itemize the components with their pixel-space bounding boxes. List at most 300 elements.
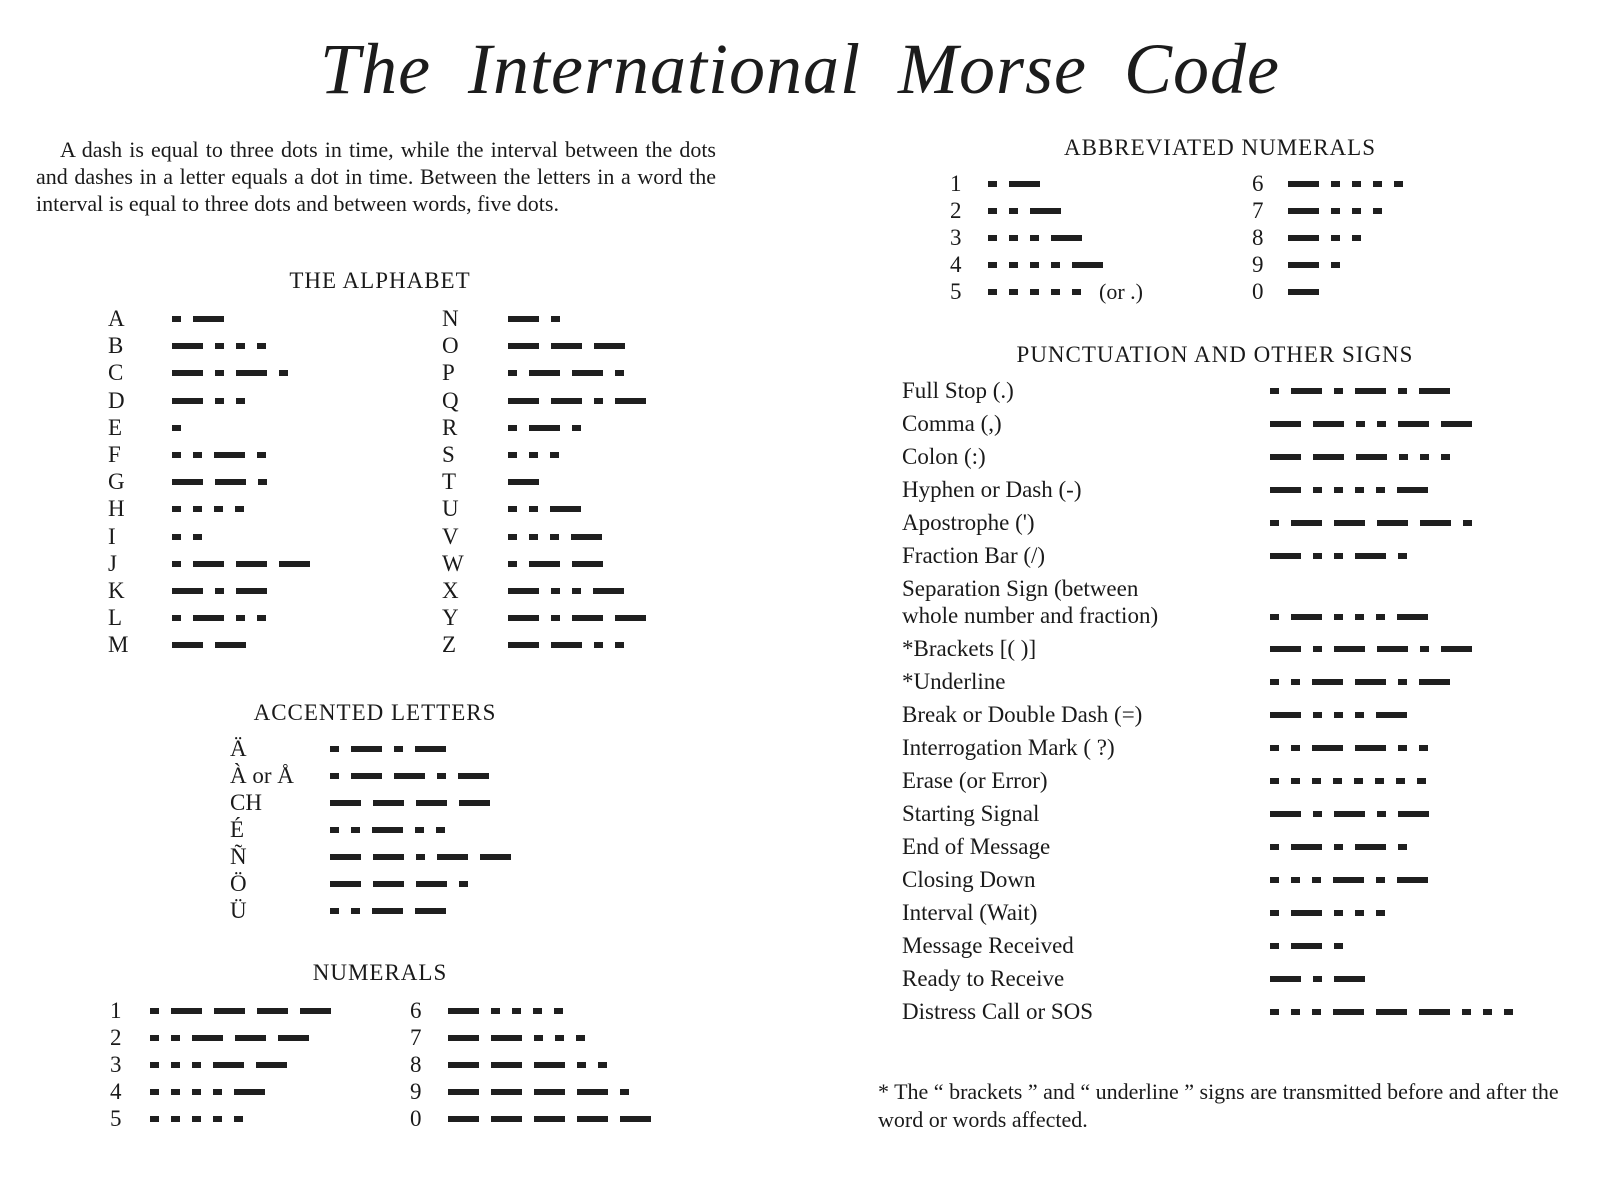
punctuation-code bbox=[1270, 778, 1426, 785]
morse-dash bbox=[1030, 208, 1061, 214]
morse-dash bbox=[572, 370, 603, 376]
punctuation-code bbox=[1270, 844, 1407, 851]
punctuation-code bbox=[1270, 388, 1450, 395]
morse-dot bbox=[193, 534, 202, 540]
morse-dash bbox=[593, 588, 624, 594]
morse-dash bbox=[214, 452, 245, 458]
morse-dot bbox=[508, 561, 517, 567]
morse-dot bbox=[1313, 553, 1322, 559]
morse-dash bbox=[1291, 910, 1322, 916]
morse-dash bbox=[256, 1062, 287, 1068]
morse-dot bbox=[1377, 811, 1386, 817]
accented-row-label: Ä bbox=[230, 736, 247, 761]
morse-dash bbox=[508, 642, 539, 648]
morse-dash bbox=[1291, 614, 1322, 620]
abbreviated-row-code bbox=[1288, 208, 1382, 215]
morse-dot bbox=[1376, 910, 1385, 916]
morse-dash bbox=[1270, 454, 1301, 460]
morse-dash bbox=[330, 800, 361, 806]
morse-dash bbox=[448, 1008, 479, 1014]
punctuation-code bbox=[1270, 943, 1343, 950]
accented-row-code bbox=[330, 746, 446, 753]
punctuation-label-continued: whole number and fraction) bbox=[902, 603, 1159, 628]
morse-dot bbox=[1398, 388, 1407, 394]
morse-dot bbox=[1334, 553, 1343, 559]
morse-dash bbox=[300, 1008, 331, 1014]
punctuation-label: End of Message bbox=[902, 834, 1051, 859]
alphabet-row-code bbox=[172, 316, 224, 323]
morse-dot bbox=[150, 1116, 159, 1122]
footnote: * The “ brackets ” and “ underline ” signs are transmitted before and after the word or words affected. bbox=[878, 1079, 1559, 1132]
morse-dot bbox=[620, 1089, 629, 1095]
alphabet-row-label: P bbox=[442, 360, 455, 386]
morse-dot bbox=[437, 773, 446, 779]
morse-dash bbox=[257, 1008, 288, 1014]
punctuation-code bbox=[1270, 712, 1407, 719]
morse-dot bbox=[1355, 614, 1364, 620]
morse-dot bbox=[351, 908, 360, 914]
morse-dot bbox=[1009, 208, 1018, 214]
morse-dot bbox=[1270, 679, 1279, 685]
morse-dot bbox=[150, 1062, 159, 1068]
morse-dot bbox=[1334, 487, 1343, 493]
morse-dot bbox=[572, 425, 581, 431]
morse-dash bbox=[372, 908, 403, 914]
morse-dash bbox=[172, 588, 203, 594]
morse-dot bbox=[236, 343, 245, 349]
morse-dot bbox=[1291, 679, 1300, 685]
numeral-row-label: 5 bbox=[110, 1106, 122, 1131]
morse-dot bbox=[1030, 262, 1039, 268]
morse-dot bbox=[459, 881, 468, 887]
morse-dash bbox=[373, 854, 404, 860]
accented-heading: ACCENTED LETTERS bbox=[253, 700, 497, 725]
morse-dash bbox=[1270, 646, 1301, 652]
morse-dash bbox=[529, 370, 560, 376]
morse-dot bbox=[1334, 910, 1343, 916]
punctuation-code bbox=[1270, 976, 1365, 983]
morse-dash bbox=[1051, 235, 1082, 241]
accented-row-label: CH bbox=[230, 790, 262, 815]
morse-dot bbox=[1355, 712, 1364, 718]
punctuation-label: Interrogation Mark ( ?) bbox=[902, 735, 1115, 760]
alphabet-row-code bbox=[508, 343, 625, 350]
morse-dash bbox=[394, 773, 425, 779]
page-title: The International Morse Code bbox=[320, 29, 1280, 109]
alphabet-row-code bbox=[172, 588, 267, 595]
morse-dash bbox=[1355, 388, 1386, 394]
alphabet-row-code bbox=[172, 343, 266, 350]
punctuation-label: Comma (,) bbox=[902, 411, 1002, 436]
alphabet-heading: THE ALPHABET bbox=[289, 268, 471, 293]
morse-dot bbox=[351, 827, 360, 833]
accented-row-label: Ö bbox=[230, 871, 247, 896]
morse-dash bbox=[215, 479, 246, 485]
alphabet-row-label: R bbox=[442, 414, 458, 440]
morse-dot bbox=[171, 1035, 180, 1041]
morse-dot bbox=[512, 1008, 521, 1014]
morse-dash bbox=[172, 343, 203, 349]
morse-dash bbox=[372, 827, 403, 833]
punctuation-code bbox=[1270, 454, 1450, 461]
morse-dot bbox=[1376, 877, 1385, 883]
punctuation-label: Colon (:) bbox=[902, 444, 986, 469]
morse-dot bbox=[1312, 778, 1321, 784]
alphabet-row-label: X bbox=[442, 578, 459, 603]
morse-dash bbox=[172, 398, 203, 404]
morse-dash bbox=[1313, 421, 1344, 427]
punctuation-code bbox=[1270, 811, 1429, 818]
alphabet-row-label: V bbox=[442, 523, 459, 549]
morse-dash bbox=[1376, 1009, 1407, 1015]
morse-dot bbox=[171, 1089, 180, 1095]
morse-dot bbox=[279, 370, 288, 376]
morse-dot bbox=[1270, 1009, 1279, 1015]
morse-dash bbox=[491, 1089, 522, 1095]
abbreviated-row-label: 3 bbox=[950, 225, 962, 250]
morse-dash bbox=[236, 561, 267, 567]
morse-dot bbox=[1419, 745, 1428, 751]
morse-dash bbox=[615, 615, 646, 621]
morse-dash bbox=[330, 881, 361, 887]
morse-dash bbox=[534, 1062, 565, 1068]
morse-dot bbox=[988, 181, 997, 187]
morse-dot bbox=[1331, 235, 1340, 241]
morse-dash bbox=[1356, 454, 1387, 460]
punctuation-label: Distress Call or SOS bbox=[902, 999, 1094, 1024]
morse-dot bbox=[1355, 910, 1364, 916]
morse-dot bbox=[257, 452, 266, 458]
numeral-row-code bbox=[448, 1062, 607, 1069]
alphabet-row-label: O bbox=[442, 333, 459, 359]
morse-dash bbox=[571, 534, 602, 540]
morse-dash bbox=[373, 800, 404, 806]
morse-dot bbox=[1373, 181, 1382, 187]
morse-dash bbox=[1312, 745, 1343, 751]
morse-dot bbox=[555, 1035, 564, 1041]
morse-dot bbox=[1291, 1009, 1300, 1015]
morse-dash bbox=[448, 1062, 479, 1068]
morse-dot bbox=[529, 506, 538, 512]
morse-dash bbox=[278, 1035, 309, 1041]
morse-dash bbox=[236, 370, 267, 376]
morse-dot bbox=[1270, 745, 1279, 751]
morse-dash bbox=[529, 425, 560, 431]
morse-dash bbox=[1288, 262, 1319, 268]
morse-dash bbox=[594, 343, 625, 349]
morse-dot bbox=[1051, 289, 1060, 295]
morse-dash bbox=[615, 398, 646, 404]
alphabet-row-label: U bbox=[442, 496, 459, 522]
morse-dot bbox=[598, 1062, 607, 1068]
accented-row-label: Ñ bbox=[230, 844, 247, 869]
morse-dot bbox=[551, 588, 560, 594]
numeral-row-label: 9 bbox=[410, 1079, 422, 1104]
morse-dash bbox=[1270, 712, 1301, 718]
alphabet-row-label: B bbox=[108, 333, 124, 359]
morse-dash bbox=[416, 800, 447, 806]
morse-dot bbox=[1331, 181, 1340, 187]
morse-dot bbox=[215, 588, 224, 594]
morse-dash bbox=[193, 316, 224, 322]
morse-dash bbox=[1419, 1009, 1450, 1015]
morse-dot bbox=[1375, 778, 1384, 784]
alphabet-row-label: Y bbox=[442, 605, 459, 631]
morse-dot bbox=[1312, 877, 1321, 883]
morse-dot bbox=[1334, 614, 1343, 620]
morse-dash bbox=[1291, 388, 1322, 394]
morse-dot bbox=[577, 1062, 586, 1068]
morse-dot bbox=[235, 506, 244, 512]
morse-dot bbox=[1009, 289, 1018, 295]
numeral-row-code bbox=[448, 1008, 563, 1015]
punctuation-label: Break or Double Dash (=) bbox=[902, 702, 1143, 727]
morse-dot bbox=[1009, 262, 1018, 268]
morse-dash bbox=[215, 642, 246, 648]
morse-dot bbox=[436, 827, 445, 833]
morse-dash bbox=[480, 854, 511, 860]
morse-dash bbox=[551, 343, 582, 349]
abbreviated-row-label: 0 bbox=[1252, 279, 1264, 304]
punctuation-code bbox=[1270, 1009, 1513, 1016]
morse-dot bbox=[171, 1116, 180, 1122]
morse-dot bbox=[1313, 487, 1322, 493]
abbreviated-row-label: 6 bbox=[1252, 171, 1264, 196]
numeral-row-label: 3 bbox=[110, 1052, 122, 1077]
morse-dot bbox=[1441, 454, 1450, 460]
morse-dot bbox=[1291, 877, 1300, 883]
numeral-row-code bbox=[448, 1089, 629, 1096]
numeral-row-code bbox=[448, 1116, 651, 1123]
numeral-row-code bbox=[150, 1062, 287, 1069]
numeral-row-code bbox=[150, 1089, 265, 1096]
punctuation-label: Hyphen or Dash (-) bbox=[902, 477, 1082, 502]
morse-dash bbox=[1270, 811, 1301, 817]
morse-dot bbox=[529, 452, 538, 458]
morse-dash bbox=[1441, 421, 1472, 427]
morse-dot bbox=[1331, 262, 1340, 268]
abbreviated-row-label: 4 bbox=[950, 252, 962, 277]
morse-dash bbox=[448, 1116, 479, 1122]
morse-dot bbox=[1356, 421, 1365, 427]
morse-dash bbox=[1312, 679, 1343, 685]
morse-dash bbox=[1397, 614, 1428, 620]
numeral-row-label: 6 bbox=[410, 998, 422, 1023]
morse-dot bbox=[508, 425, 517, 431]
morse-dash bbox=[172, 370, 203, 376]
morse-dash bbox=[279, 561, 310, 567]
alphabet-row-label: M bbox=[108, 632, 129, 658]
abbreviated-row-code bbox=[988, 181, 1040, 188]
morse-dot bbox=[1398, 745, 1407, 751]
punctuation-code bbox=[1270, 745, 1428, 752]
alphabet-row-label: K bbox=[108, 578, 125, 603]
abbreviated-row-code bbox=[1288, 262, 1340, 269]
morse-dash bbox=[1334, 976, 1365, 982]
morse-dot bbox=[1072, 289, 1081, 295]
morse-dot bbox=[415, 827, 424, 833]
morse-dash bbox=[1376, 712, 1407, 718]
abbreviated-row-code bbox=[1288, 235, 1361, 242]
morse-dash bbox=[351, 746, 382, 752]
punctuation-code bbox=[1270, 877, 1428, 884]
alphabet-row-code bbox=[172, 479, 267, 486]
morse-dot bbox=[534, 1035, 543, 1041]
morse-dot bbox=[172, 506, 181, 512]
alphabet-row-code bbox=[172, 452, 266, 459]
punctuation-code bbox=[1270, 487, 1428, 494]
morse-dash bbox=[1009, 181, 1040, 187]
alphabet-row-label: F bbox=[108, 442, 121, 467]
morse-dash bbox=[1334, 520, 1365, 526]
punctuation-label: Starting Signal bbox=[902, 801, 1040, 826]
morse-dash bbox=[508, 479, 539, 485]
morse-dot bbox=[1009, 235, 1018, 241]
punctuation-code bbox=[1270, 910, 1385, 917]
morse-dot bbox=[1270, 614, 1279, 620]
morse-dash bbox=[1419, 679, 1450, 685]
alphabet-row-code bbox=[172, 398, 245, 405]
punctuation-label: *Underline bbox=[902, 669, 1006, 694]
abbreviated-row-suffix: (or .) bbox=[1099, 279, 1143, 304]
morse-dot bbox=[192, 1116, 201, 1122]
morse-dot bbox=[258, 479, 267, 485]
morse-dot bbox=[1420, 646, 1429, 652]
morse-dot bbox=[594, 642, 603, 648]
morse-dot bbox=[215, 370, 224, 376]
morse-dot bbox=[988, 262, 997, 268]
morse-dash bbox=[1334, 811, 1365, 817]
alphabet-row-code bbox=[508, 506, 581, 513]
morse-dot bbox=[1398, 844, 1407, 850]
morse-dot bbox=[1504, 1009, 1513, 1015]
morse-dot bbox=[1394, 181, 1403, 187]
punctuation-label: Ready to Receive bbox=[902, 966, 1065, 991]
alphabet-row-label: T bbox=[442, 469, 457, 495]
morse-dash bbox=[620, 1116, 651, 1122]
morse-dot bbox=[1313, 712, 1322, 718]
morse-dash bbox=[458, 773, 489, 779]
punctuation-label: *Brackets [( )] bbox=[902, 636, 1037, 661]
morse-dot bbox=[150, 1035, 159, 1041]
morse-dot bbox=[1270, 520, 1279, 526]
abbreviated-row-code bbox=[1288, 289, 1319, 296]
morse-dash bbox=[577, 1116, 608, 1122]
morse-dash bbox=[415, 908, 446, 914]
punctuation-label: Full Stop (.) bbox=[902, 378, 1014, 403]
morse-dash bbox=[1270, 421, 1301, 427]
morse-dot bbox=[172, 452, 181, 458]
alphabet-row-code bbox=[508, 316, 560, 323]
morse-dash bbox=[1355, 745, 1386, 751]
morse-dot bbox=[1334, 712, 1343, 718]
morse-dot bbox=[192, 1062, 201, 1068]
morse-dot bbox=[1376, 614, 1385, 620]
abbreviated-row-code bbox=[988, 235, 1082, 242]
numerals-heading: NUMERALS bbox=[312, 960, 448, 985]
morse-dash bbox=[508, 316, 539, 322]
punctuation-label: Closing Down bbox=[902, 867, 1036, 892]
morse-dash bbox=[330, 854, 361, 860]
morse-dot bbox=[213, 1116, 222, 1122]
morse-dot bbox=[172, 534, 181, 540]
accented-row-label: É bbox=[230, 817, 245, 842]
morse-dot bbox=[615, 370, 624, 376]
morse-dot bbox=[1377, 421, 1386, 427]
morse-dot bbox=[550, 452, 559, 458]
morse-dot bbox=[1398, 553, 1407, 559]
morse-dot bbox=[257, 615, 266, 621]
morse-dot bbox=[508, 452, 517, 458]
accented-row-label: Ü bbox=[230, 898, 247, 923]
morse-dot bbox=[572, 588, 581, 594]
morse-dash bbox=[1377, 646, 1408, 652]
numeral-row-label: 2 bbox=[110, 1025, 122, 1050]
numeral-row-code bbox=[150, 1008, 331, 1015]
morse-dot bbox=[1399, 454, 1408, 460]
morse-dash bbox=[1291, 844, 1322, 850]
morse-dash bbox=[1419, 388, 1450, 394]
morse-dash bbox=[415, 746, 446, 752]
alphabet-row-code bbox=[508, 534, 602, 541]
morse-dot bbox=[172, 615, 181, 621]
morse-dot bbox=[193, 506, 202, 512]
morse-dash bbox=[508, 615, 539, 621]
alphabet-row-code bbox=[508, 425, 581, 432]
morse-dot bbox=[1354, 778, 1363, 784]
morse-dash bbox=[1377, 520, 1408, 526]
morse-dash bbox=[572, 615, 603, 621]
numeral-row-code bbox=[150, 1035, 309, 1042]
morse-dot bbox=[533, 1008, 542, 1014]
morse-dash bbox=[491, 1116, 522, 1122]
morse-dash bbox=[1270, 976, 1301, 982]
morse-dot bbox=[508, 370, 517, 376]
punctuation-code bbox=[1270, 679, 1450, 686]
morse-dot bbox=[193, 452, 202, 458]
morse-dash bbox=[193, 561, 224, 567]
abbreviated-row-code bbox=[1288, 181, 1403, 188]
morse-dot bbox=[1483, 1009, 1492, 1015]
morse-dash bbox=[508, 588, 539, 594]
morse-dash bbox=[351, 773, 382, 779]
alphabet-row-label: J bbox=[108, 550, 117, 576]
morse-dot bbox=[594, 398, 603, 404]
morse-dot bbox=[988, 208, 997, 214]
morse-dash bbox=[1397, 877, 1428, 883]
morse-dash bbox=[572, 561, 603, 567]
morse-dot bbox=[330, 746, 339, 752]
alphabet-row-code bbox=[508, 588, 624, 595]
morse-dash bbox=[1270, 553, 1301, 559]
alphabet-row-label: N bbox=[442, 306, 459, 331]
morse-dash bbox=[1313, 454, 1344, 460]
punctuation-code bbox=[1270, 614, 1428, 621]
morse-dot bbox=[416, 854, 425, 860]
abbreviated-row-label: 1 bbox=[950, 171, 962, 196]
morse-dot bbox=[1417, 778, 1426, 784]
alphabet-row-code bbox=[508, 642, 624, 649]
morse-dot bbox=[491, 1008, 500, 1014]
abbreviated-row-label: 7 bbox=[1252, 198, 1264, 223]
alphabet-row-code bbox=[172, 642, 246, 649]
morse-dot bbox=[1331, 208, 1340, 214]
morse-dash bbox=[213, 1062, 244, 1068]
morse-dot bbox=[1312, 1009, 1321, 1015]
alphabet-row-label: C bbox=[108, 360, 124, 386]
punctuation-label: Erase (or Error) bbox=[902, 768, 1048, 793]
morse-dot bbox=[1462, 1009, 1471, 1015]
